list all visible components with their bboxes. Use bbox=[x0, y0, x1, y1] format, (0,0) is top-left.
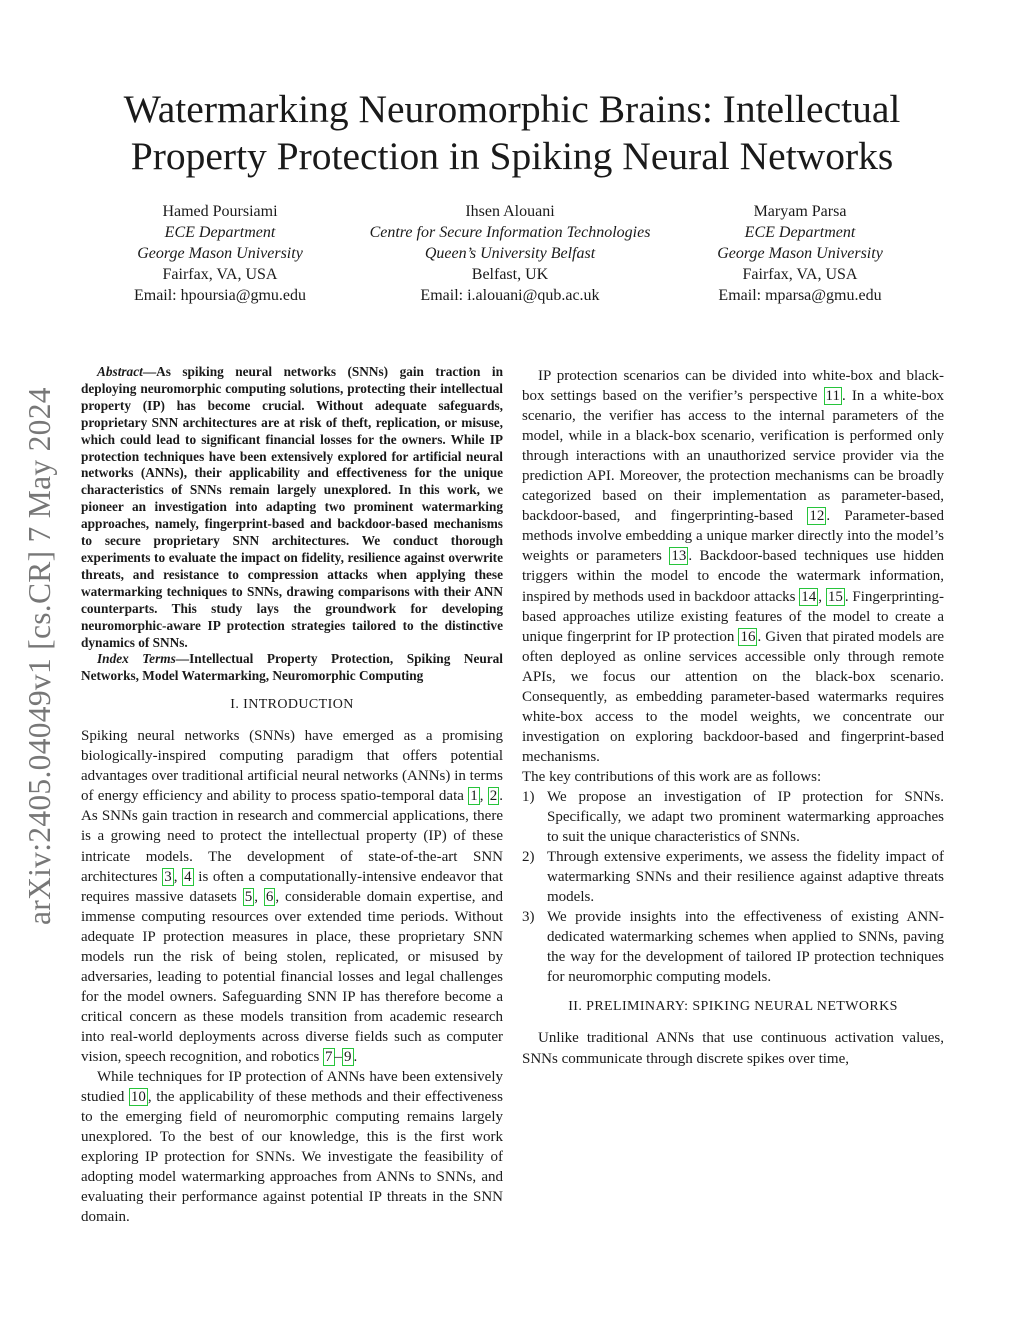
citation-link[interactable]: 9 bbox=[344, 1048, 352, 1065]
contribution-text: Through extensive experiments, we assess the fidelity impact of watermarking SNNs and their resilience against adaptive threats models. bbox=[547, 849, 944, 906]
contribution-item-3 bbox=[522, 907, 944, 987]
intro-paragraph-1 bbox=[81, 726, 503, 1067]
citation-link[interactable]: 13 bbox=[671, 548, 687, 565]
paragraph-text: , bbox=[818, 588, 826, 605]
contribution-item-2 bbox=[522, 847, 944, 907]
paper-title-line-2: Property Protection in Spiking Neural Networks bbox=[130, 134, 894, 178]
author-name: Hamed Poursiami bbox=[162, 203, 278, 220]
paragraph-text: – bbox=[334, 1048, 343, 1065]
paragraph-text: . In a white-box scenario, the verifier has access to the internal parameters of the model, while in a black-box scenario, verification is performed only through interactions with an unauthorized service provider via the prediction API. Moreover, the protection mechanisms can be broadly categorized based on their implementation as parameter-based, backdoor-based, and fingerprinting-based bbox=[522, 388, 944, 525]
author-department: ECE Department bbox=[164, 224, 276, 241]
paper-title bbox=[60, 86, 964, 180]
author-block-3 bbox=[680, 201, 920, 306]
section-heading-preliminary: II. PRELIMINARY: SPIKING NEURAL NETWORKS bbox=[568, 999, 898, 1015]
abstract bbox=[81, 364, 503, 651]
author-email: Email: mparsa@gmu.edu bbox=[718, 287, 882, 304]
author-name: Ihsen Alouani bbox=[465, 203, 555, 220]
paragraph-text: , bbox=[254, 888, 264, 905]
paragraph-text: While techniques for IP protection of ANNs have been extensively studied bbox=[81, 1069, 503, 1106]
intro-paragraph-2 bbox=[81, 1067, 503, 1227]
arxiv-stamp bbox=[0, 0, 57, 925]
citation-link[interactable]: 6 bbox=[265, 888, 274, 905]
arxiv-identifier: arXiv:2405.04049v1 [cs.CR] 7 May 2024 bbox=[22, 387, 57, 925]
contribution-number: 3) bbox=[522, 909, 535, 926]
citation-link[interactable]: 4 bbox=[184, 868, 192, 885]
citation-link[interactable]: 12 bbox=[809, 508, 825, 525]
author-email: Email: hpoursia@gmu.edu bbox=[133, 287, 307, 304]
author-department: Centre for Secure Information Technologies bbox=[369, 224, 651, 241]
left-column bbox=[81, 364, 503, 1227]
intro-paragraph-3 bbox=[522, 366, 944, 767]
contribution-text: We provide insights into the effectiveness of existing ANN-dedicated watermarking schemes when applied to SNNs, paving the way for the development of tailored IP protection techniques for neuromorphic computing models. bbox=[547, 909, 944, 986]
citation-link[interactable]: 3 bbox=[164, 868, 172, 885]
contribution-item-1 bbox=[522, 787, 944, 847]
citation-link[interactable]: 5 bbox=[244, 888, 253, 905]
author-location: Fairfax, VA, USA bbox=[162, 266, 278, 283]
paper-title-line-1: Watermarking Neuromorphic Brains: Intellectual bbox=[123, 87, 901, 131]
paragraph-text: , bbox=[173, 868, 183, 885]
paragraph-text: . As SNNs gain traction in research and commercial applications, there is a growing need to protect the intellectual property (IP) of these intricate models. The development of state-of-the-art SNN architectures bbox=[81, 788, 504, 885]
citation-link[interactable]: 10 bbox=[130, 1089, 146, 1106]
author-location: Fairfax, VA, USA bbox=[742, 266, 858, 283]
citation-link[interactable]: 1 bbox=[470, 788, 478, 805]
index-terms-text: —Intellectual Property Protection, Spiking Neural Networks, Model Watermarking, Neuromorphic Computing bbox=[81, 651, 503, 684]
contributions-list bbox=[522, 787, 944, 987]
citation-link[interactable]: 11 bbox=[825, 388, 840, 405]
citation-link[interactable]: 16 bbox=[740, 628, 756, 645]
paragraph-text: , considerable domain expertise, and immense computing resources over extended time periods. Without adequate IP protection measures in place, these proprietary SNN models run the risk of being stolen, replicated, or misused by adversaries, leading to potential financial losses and legal challenges for the model owners. Safeguarding SNN IP has therefore become a critical concern as these models transition from academic research into real-world deployments across diverse fields such as computer vision, speech recognition, and robotics bbox=[81, 888, 504, 1065]
citation-link[interactable]: 7 bbox=[325, 1048, 333, 1065]
right-column bbox=[522, 366, 944, 1069]
paragraph-text: . Given that pirated models are often deployed as online services accessible only through remote APIs, we focus our attention on the black-box scenario. Consequently, as embedding parameter-based watermarks requires white-box access to the model weights, we concentrate our investigation on exploring backdoor-based and fingerprint-based mechanisms. bbox=[522, 628, 944, 765]
section-heading-introduction: I. INTRODUCTION bbox=[230, 697, 354, 713]
paragraph-text: . bbox=[353, 1048, 358, 1065]
paragraph-text: . Backdoor-based techniques use hidden triggers within the model to encode the watermark information, inspired by methods used in backdoor attacks bbox=[522, 548, 944, 605]
paragraph-text: is often a computationally-intensive endeavor that requires massive datasets bbox=[81, 868, 503, 905]
author-block-2 bbox=[340, 201, 680, 306]
paragraph-text: IP protection scenarios can be divided into white-box and black-box settings based on the verifier’s perspective bbox=[522, 368, 944, 405]
author-email: Email: i.alouani@qub.ac.uk bbox=[420, 287, 600, 304]
paragraph-text: . Fingerprinting-based approaches utilize existing features of the model to create a unique fingerprint for IP protection bbox=[522, 588, 945, 645]
author-affiliation: Queen’s University Belfast bbox=[424, 245, 596, 262]
paragraph-text: , bbox=[479, 788, 488, 805]
citation-link[interactable]: 14 bbox=[801, 588, 817, 605]
author-block-1 bbox=[100, 201, 340, 306]
contribution-number: 1) bbox=[522, 788, 535, 805]
author-affiliation: George Mason University bbox=[137, 245, 303, 262]
paragraph-text: Spiking neural networks (SNNs) have emerged as a promising biologically-inspired computing paradigm that offers potential advantages over traditional artificial neural networks (ANNs) in terms of energy efficiency and ability to process spatio-temporal data bbox=[81, 728, 503, 805]
preliminary-paragraph-1: Unlike traditional ANNs that use continuous activation values, SNNs communicate through discrete spikes over time, bbox=[522, 1030, 944, 1067]
author-location: Belfast, UK bbox=[471, 266, 549, 283]
index-terms bbox=[81, 651, 503, 685]
contribution-text: We propose an investigation of IP protection for SNNs. Specifically, we adapt two prominent watermarking approaches to suit the unique characteristics of SNNs. bbox=[547, 788, 944, 846]
abstract-text: —As spiking neural networks (SNNs) gain traction in deploying neuromorphic computing solutions, protecting their intellectual property (IP) has become crucial. Without adequate safeguards, proprietary SNN architectures are at risk of theft, replication, or misuse, which could lead to significant financial losses for the owners. While IP protection techniques have been extensively explored for artificial neural networks (ANNs), their applicability and effectiveness for the unique characteristics of SNNs remain largely unexplored. In this work, we pioneer an investigation into adapting two prominent watermarking approaches, namely, fingerprint-based and backdoor-based mechanisms to secure proprietary SNN architectures. We conduct thorough experiments to evaluate the impact on fidelity, resilience against overwrite threats, and resistance to compression attacks when applying these watermarking techniques to SNNs, drawing comparisons with their ANN counterparts. This study lays the groundwork for developing neuromorphic-aware IP protection strategies tailored to the distinctive dynamics of SNNs. bbox=[81, 364, 503, 650]
index-terms-label: Index Terms bbox=[97, 651, 176, 667]
contribution-number: 2) bbox=[522, 849, 535, 866]
author-department: ECE Department bbox=[744, 224, 856, 241]
abstract-label: Abstract bbox=[97, 364, 143, 379]
paragraph-text: . Parameter-based methods involve embedding a unique marker directly into the model’s weights or parameters bbox=[522, 508, 944, 565]
contributions-intro: The key contributions of this work are as follows: bbox=[522, 768, 822, 785]
paragraph-text: , the applicability of these methods and their effectiveness to the emerging field of neuromorphic computing remains largely unexplored. To the best of our knowledge, this is the first work exploring IP protection for SNNs. We investigate the feasibility of adopting model watermarking approaches from ANNs to SNNs, and evaluating their performance against potential IP threats in the SNN domain. bbox=[81, 1089, 503, 1226]
author-name: Maryam Parsa bbox=[753, 203, 847, 220]
citation-link[interactable]: 2 bbox=[489, 788, 498, 805]
author-affiliation: George Mason University bbox=[717, 245, 883, 262]
citation-link[interactable]: 15 bbox=[827, 588, 843, 605]
